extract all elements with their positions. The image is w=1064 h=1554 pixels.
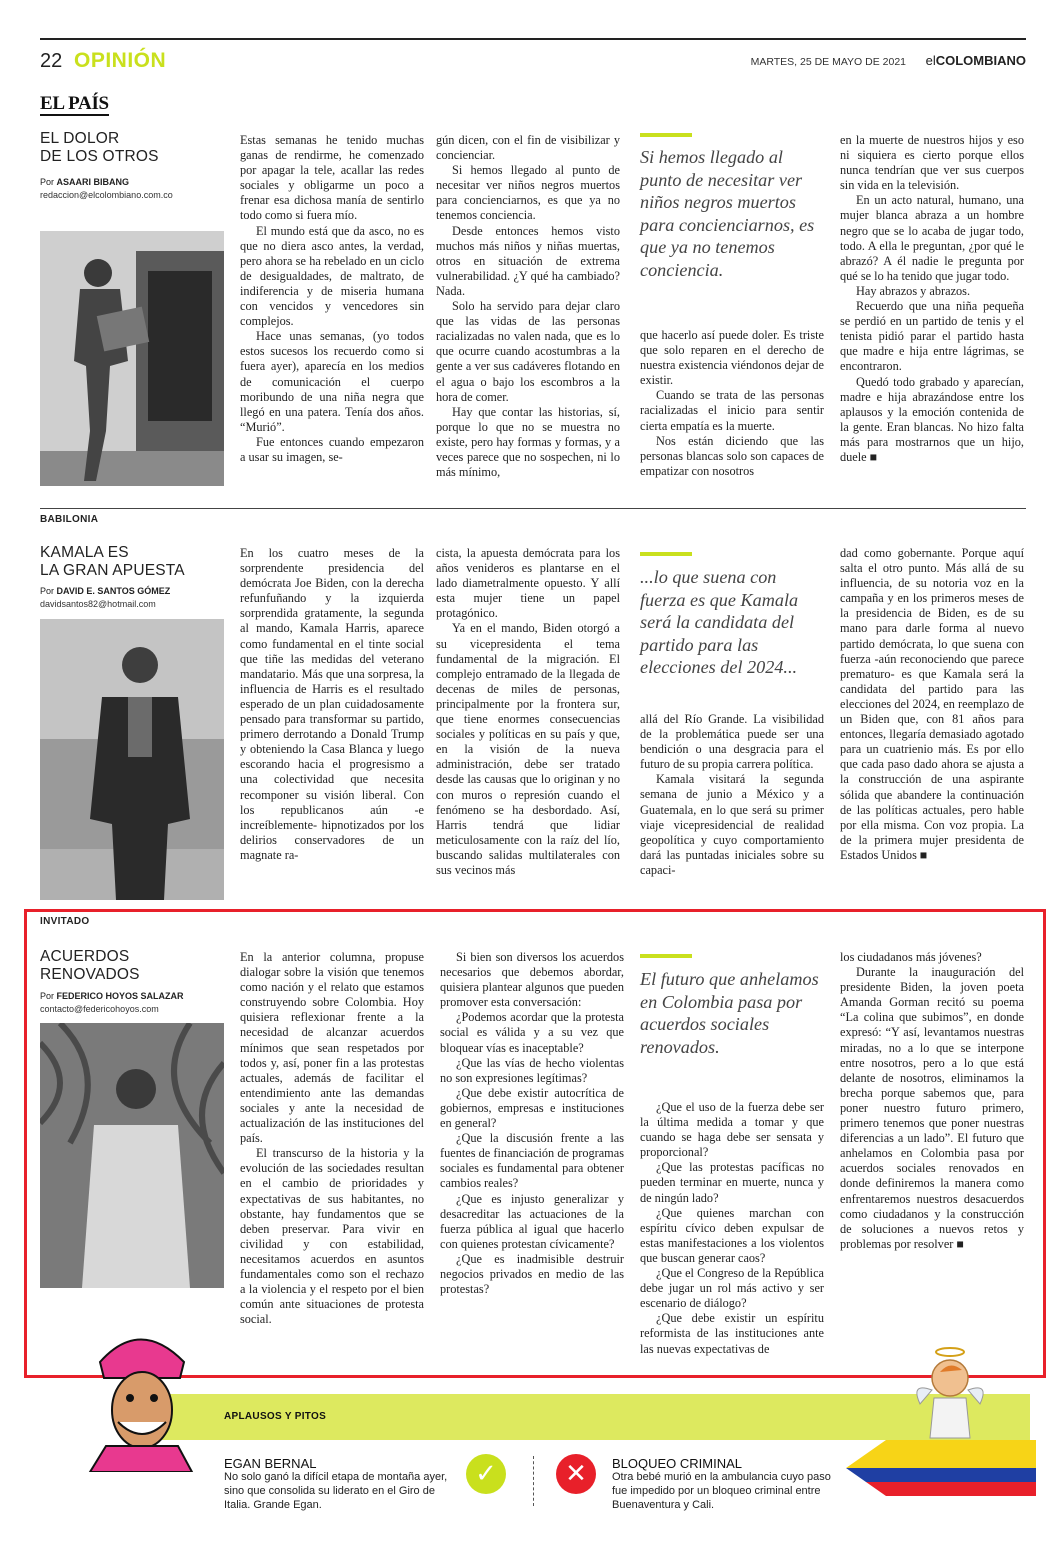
paragraph: Hay abrazos y abrazos. — [856, 283, 971, 298]
paragraph: Si hemos llegado al punto de necesitar ver niños negros muertos para concienciarnos, es que ya no tenemos conciencia. — [436, 163, 620, 223]
paragraph: Ya en el mando, Biden otorgó a su vicepresidenta el tema fundamental de la migración. El complejo entramado de la llegada de decenas de miles de personas, principalmente por la frontera sur, que tiene enormes consecuencias sociales y políticas en su país y que, en la visión de la nueva administración, debe ser tratado desde las causas que lo originan y no con muros o represión cuando el fenómeno se ha desbordado. Así, Harris tendrá que lidiar meticulosamente con la raíz del lío, buscando salidas multilaterales con sus vecinos más — [436, 621, 620, 877]
paragraph: Hace unas semanas, (yo todos estos sucesos los recuerdo como si fuera ayer), aparecía en los medios de comunicación el cuerpo moribundo de una niña negra que llegó en una patera. Tenía dos años. “Murió”. — [240, 329, 424, 434]
newspaper-logo — [926, 53, 1026, 68]
byline-prefix: Por — [40, 991, 55, 1001]
article-column — [240, 133, 424, 465]
paragraph: ¿Que la discusión frente a las fuentes de financiación de programas sociales es fundamental para obtener cambios reales? — [440, 1131, 624, 1191]
byline-prefix: Por — [40, 586, 55, 596]
pull-quote: Si hemos llegado al punto de necesitar ver niños negros muertos para concienciarnos, es que ya no tenemos conciencia. — [640, 147, 815, 280]
highlight-box — [24, 909, 1046, 1378]
byline — [40, 177, 129, 187]
paragraph: ¿Que debe existir un espíritu reformista de las instituciones ante las nuevas expectativas de — [640, 1311, 824, 1356]
paragraph: ¿Que es inadmisible destruir negocios privados en medio de las protestas? — [440, 1251, 624, 1297]
author-email: redaccion@elcolombiano.com.co — [40, 190, 173, 200]
title-line: DE LOS OTROS — [40, 148, 159, 165]
title-line: EL DOLOR — [40, 130, 120, 147]
statue-reading-photo — [40, 231, 224, 486]
pull-quote-bar — [640, 552, 692, 556]
byline — [40, 586, 170, 596]
page-number: 22 — [40, 50, 63, 72]
source-logo: EL PAÍS — [40, 93, 109, 114]
paragraph: El transcurso de la historia y la evolución de las sociedades resultan en el cambio de prioridades y expectativas de sus habitantes, no obstante, hay fundamentos que se deben preservar. Para vivir en civilidad y con estabilidad, necesitamos acuerdos en asuntos fundamentales como son el rechazo a la violencia y el respeto por el bien común ante situaciones de protesta social. — [240, 1146, 424, 1327]
article-column — [436, 546, 620, 878]
paragraph: ¿Que el Congreso de la República debe jugar un rol más activo y ser escenario de diálogo? — [640, 1266, 824, 1311]
issue-date: MARTES, 25 DE MAYO DE 2021 — [750, 56, 906, 68]
paragraph: gún dicen, con el fin de visibilizar y concienciar. — [436, 133, 620, 163]
author-email: davidsantos82@hotmail.com — [40, 599, 156, 609]
paragraph: Fue entonces cuando empezaron a usar su imagen, se- — [240, 434, 424, 464]
paragraph: que hacerlo así puede doler. Es triste que solo reparen en el derecho de nuestra existencia viéndonos dejar de existir. — [640, 328, 824, 388]
paragraph: ¿Que las protestas pacíficas no pueden terminar en muerte, nunca y de ningún lado? — [640, 1160, 824, 1205]
article-column — [436, 133, 620, 480]
author-name: ASAARI BIBANG — [56, 177, 130, 187]
brand-prefix: el — [925, 53, 936, 68]
colombia-flag-icon — [846, 1440, 1036, 1496]
article-column — [840, 546, 1024, 863]
brand-name: COLOMBIANO — [935, 53, 1026, 68]
paragraph: En los cuatro meses de la sorprendente presidencia del demócrata Joe Biden, con la derecha refunfuñando y la izquierda sorprendida gratamente, la segunda al mando, Kamala Harris, aparece como fundamental en el tinte social que tiñe las medidas del veterano mandatario. Más que una sorpresa, la influencia de Harris es el resultado esperado de un plan cuidadosamente pensado para transformar su partido, primero derrotando a Donald Trump y obteniendo la Casa Blanca y luego escorando hacia el progresismo a una colectividad que necesita recomponer su visión liberal. Con los republicanos aún -e increíblemente- hipnotizados por los delirios conservadores de un magnate ra- — [240, 546, 424, 862]
paragraph: ¿Que las vías de hecho violentas no son expresiones legítimas? — [440, 1055, 624, 1085]
paragraph: Durante la inauguración del presidente Biden, la joven poeta Amanda Gorman recitó su poema “La colina que subimos”, en donde expresó: “Y así, levantamos nuestras miradas, no a lo que se interpone entre nosotros, pero a lo que está delante de nosotros, eliminamos la brecha porque sabemos que, para poner nuestro futuro primero, primero tenemos que poner nuestras diferencias a un lado”. El futuro que anhelamos en Colombia pasa por acuerdos sociales renovados en donde definiremos la manera como enfrentaremos nuestros desacuerdos como ciudadanos y la construcción de soluciones a nuevos retos y problemas por resolver ■ — [840, 965, 1024, 1251]
section-tag: INVITADO — [40, 916, 90, 927]
paragraph: cista, la apuesta demócrata para los años venideros es plantarse en el lado diametralmente opuesto. Y allí esta mujer tiene un papel protagónico. — [436, 546, 620, 621]
article-title — [40, 130, 159, 166]
pito-title: BLOQUEO CRIMINAL — [612, 1456, 743, 1471]
paragraph: Si bien son diversos los acuerdos necesarios que debemos abordar, quisiera plantear algunos que pueden promover esta conversación: — [440, 950, 624, 1010]
article-title — [40, 544, 185, 580]
paragraph: Nos están diciendo que las personas blancas solo son capaces de empatizar con nosotros — [640, 433, 824, 478]
paragraph: Solo ha servido para dejar claro que las vidas de las personas racializadas no valen nada, que es lo que ocurre cuando acostumbras a la gente a ver sus cadáveres flotando en el agua o bajo los escombros a la hora de comer. — [436, 299, 620, 404]
aplauso-title: EGAN BERNAL — [224, 1456, 317, 1471]
paragraph: ¿Que debe existir autocrítica de gobiernos, empresas e instituciones en general? — [440, 1085, 624, 1131]
paragraph: El mundo está que da asco, no es que no diera asco antes, la verdad, pero ahora se ha rebelado en un ciclo de desigualdades, de maltrato, de indiferencia y de miseria humana con vencidos y vencedores sin complejos. — [240, 223, 424, 329]
paragraph: En la anterior columna, propuse dialogar sobre la visión que tenemos como nación y el relato que estamos construyendo sobre Colombia. Hoy quisiera reflexionar frente a la necesidad de alcanzar acuerdos mínimos que sean respetados por todos y, así, poner fin a las protestas actuales, además de facilitar el entendimiento ante las demandas sociales y ante la necesidad de actualización de las instituciones del país. — [240, 950, 424, 1146]
paragraph: allá del Río Grande. La visibilidad de la problemática puede ser una bendición o una desgracia para el futuro de su propia carrera política. — [640, 712, 824, 772]
paragraph: Quedó todo grabado y aparecían, madre e hija abrazándose entre los aplausos y la emoción contenida de la gente. Eran blancas. No hizo falta más para mostrarnos que un hijo, duele ■ — [840, 374, 1024, 464]
article-column — [240, 546, 424, 863]
paragraph: en la muerte de nuestros hijos y eso ni siquiera es cierto porque ellos nunca tendrían que ver sus cuerpos sin vida en la televisión. — [840, 133, 1024, 193]
paragraph: En un acto natural, humano, una mujer blanca abraza a un hombre negro que se lo acaba de jugar todo, todo. A ella le preguntan, ¿por qué le abrazó? A él nadie le pregunta por qué se lo ha tenido que jugar todo. — [840, 193, 1024, 283]
title-line: ACUERDOS — [40, 948, 130, 965]
paragraph: dad como gobernante. Porque aquí salta el otro punto. Más allá de su influencia, de su notoria voz en la campaña y en los primeros meses de la presidencia de Biden, es de su mano para darle forma al nuevo partido demócrata, lo que suena con fuerza -aún reconociendo que parece prematuro- es que Kamala será la candidata del partido para las elecciones del 2024, en reemplazo de un Biden que, con 81 años para entonces, llegaría demasiado agotado para un cuatrienio más. Es por ello que cada paso dado ahora se ajusta a la construcción de una aspirante sólida que abandere la continuación de las políticas actuales, pero hable por ella misma. Con voz propia. La de la primera mujer presidenta de Estados Unidos ■ — [840, 546, 1024, 862]
author-email: contacto@federicohoyos.com — [40, 1004, 159, 1014]
title-line: RENOVADOS — [40, 966, 140, 983]
aplausos-label: APLAUSOS Y PITOS — [224, 1411, 327, 1422]
section-divider — [40, 508, 1026, 509]
byline-prefix: Por — [40, 177, 55, 187]
section-tag: BABILONIA — [40, 514, 99, 525]
paragraph: los ciudadanos más jóvenes? — [840, 950, 982, 964]
page-header — [40, 38, 1026, 74]
pull-quote-bar — [640, 133, 692, 137]
author-name: FEDERICO HOYOS SALAZAR — [56, 991, 184, 1001]
paragraph: Hay que contar las historias, sí, porque lo que no se muestra no existe, pero hay formas y formas, y a veces parece que no sospechen, ni lo más mínimo, — [436, 404, 620, 480]
article-column — [640, 328, 824, 479]
paragraph: Kamala visitará la segunda semana de junio a México y a Guatemala, en lo que será su primer viaje vicepresidencial de realidad geopolítica y cuyo comportamiento dará las puntadas iniciales sobre su capaci- — [640, 772, 824, 877]
pull-quote: ...lo que suena con fuerza es que Kamala será la candidata del partido para las elecciones del 2024... — [640, 567, 799, 678]
aplauso-text: No solo ganó la difícil etapa de montaña ayer, sino que consolida su liderato en el Giro de Italia. Grande Egan. — [224, 1471, 448, 1511]
cyclist-caricature-icon — [80, 1322, 200, 1472]
title-line: LA GRAN APUESTA — [40, 562, 185, 579]
cross-icon: ✕ — [556, 1454, 596, 1494]
author-portrait-photo — [40, 619, 224, 900]
paragraph: Cuando se trata de las personas racializadas el inicio para sentir cierta empatía es la muerte. — [640, 388, 824, 433]
paragraph: ¿Que es injusto generalizar y desacreditar las actuaciones de la fuerza pública al igual que hacerlo con quienes protestan cívicamente? — [440, 1191, 624, 1251]
paragraph: Recuerdo que una niña pequeña se perdió en un partido de tenis y el tenista pidió parar el partido hasta que madre e hija entre lágrimas, se encontraron. — [840, 299, 1024, 374]
title-line: KAMALA ES — [40, 544, 129, 561]
author-name: DAVID E. SANTOS GÓMEZ — [56, 586, 171, 596]
aplausos-divider — [533, 1456, 534, 1506]
paragraph: ¿Que quienes marchan con espíritu cívico deben expulsar de estas manifestaciones a los violentos que buscan generar caos? — [640, 1205, 824, 1265]
paragraph: Estas semanas he tenido muchas ganas de rendirme, he comenzado por apagar la tele, acallar las redes sociales y obligarme un poco a frenar esa dichosa manía de sentirlo todo como si fuera mío. — [240, 133, 424, 223]
section-title: OPINIÓN — [74, 49, 167, 72]
article-column — [840, 133, 1024, 465]
article-column — [640, 712, 824, 878]
angel-with-flag-icon — [910, 1342, 990, 1442]
pito-text: Otra bebé murió en la ambulancia cuyo paso fue impedido por un bloqueo criminal entre Buenaventura y Cali. — [612, 1471, 831, 1511]
paragraph: ¿Que el uso de la fuerza debe ser la última medida a tomar y que cuando se haga debe ser sensata y proporcional? — [640, 1100, 824, 1160]
paragraph: Desde entonces hemos visto muchos más niños y niñas muertas, otros en situación de extrema vulnerabilidad. ¿Y qué ha cambiado? Nada. — [436, 223, 620, 298]
check-icon: ✓ — [466, 1454, 506, 1494]
pull-quote: El futuro que anhelamos en Colombia pasa por acuerdos sociales renovados. — [640, 969, 819, 1057]
paragraph: ¿Podemos acordar que la protesta social es válida y a su vez que bloquear vías es inaceptable? — [440, 1010, 624, 1055]
